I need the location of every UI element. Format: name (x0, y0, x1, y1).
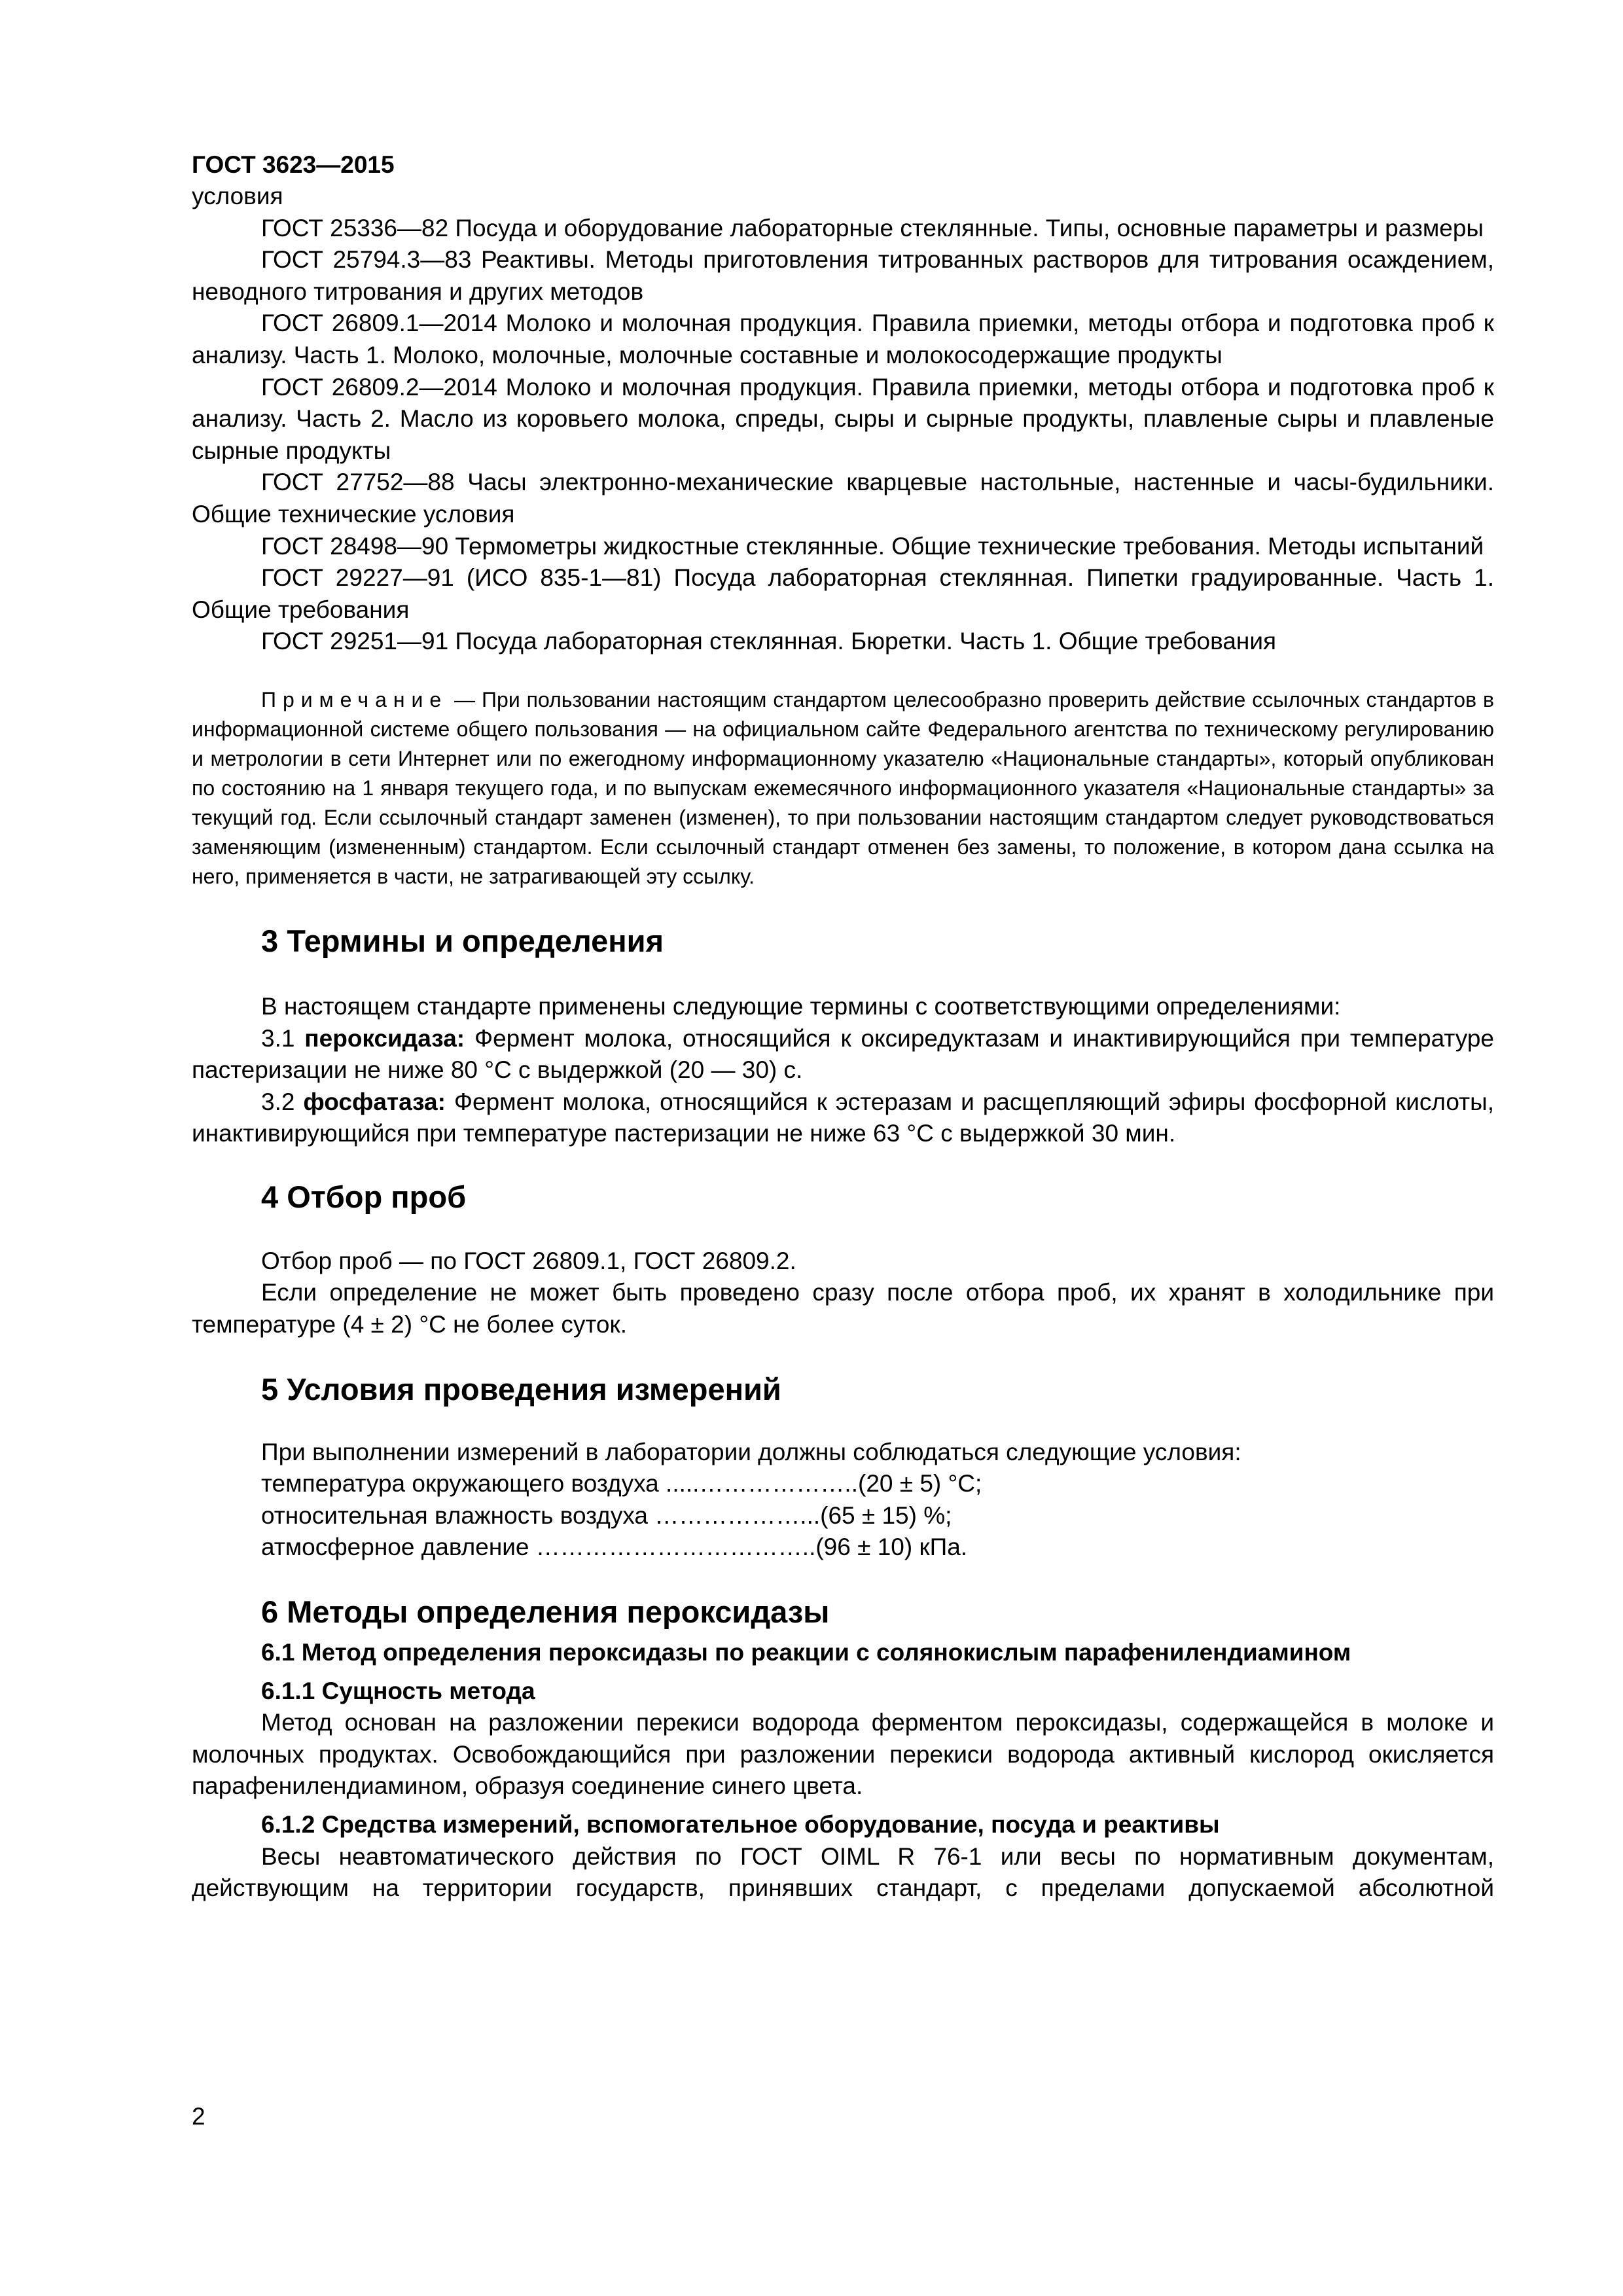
page-number: 2 (192, 2103, 205, 2130)
sampling-paragraph: Отбор проб — по ГОСТ 26809.1, ГОСТ 26809.2. (261, 1247, 796, 1274)
condition-pressure: атмосферное давление ……………………………..(96 ± 10) кПа. (261, 1534, 968, 1561)
normative-references (192, 181, 1494, 658)
term-phosphatase (192, 1086, 1494, 1150)
reference-item: ГОСТ 26809.2—2014 Молоко и молочная продукция. Правила приемки, методы отбора и подготовка проб к анализу. Часть 2. Масло из коровьего молока, спреды, сыры и сырные продукты, плавленые сыры и плавленые сырные продукты (192, 373, 1494, 464)
reference-continuation: условия (192, 183, 283, 209)
equipment-paragraph: Весы неавтоматического действия по ГОСТ OIML R 76-1 или весы по нормативным документам, действующим на территории государств, принявших стандарт, с пределами допускаемой абсолютной (192, 1842, 1494, 1902)
conditions-intro: При выполнении измерений в лаборатории должны соблюдаться следующие условия: (261, 1438, 1241, 1465)
subsection-6-1-1-heading: 6.1.1 Сущность метода (261, 1677, 535, 1704)
term-definition: Фермент молока, относящийся к эстеразам и расщепляющий эфиры фосфорной кислоты, инактивирующийся при температуре пастеризации не ниже 63 °С с выдержкой 30 мин. (192, 1088, 1494, 1147)
section-3-heading: 3 Термины и определения (261, 923, 664, 958)
subsection-6-1-heading: 6.1 Метод определения пероксидазы по реакции с солянокислым парафенилендиамином (261, 1639, 1351, 1666)
reference-item: ГОСТ 26809.1—2014 Молоко и молочная продукция. Правила приемки, методы отбора и подготовка проб к анализу. Часть 1. Молоко, молочные, молочные составные и молокосодержащие продукты (192, 310, 1494, 368)
term-number: 3.1 (261, 1024, 305, 1052)
note-text: — При пользовании настоящим стандартом целесообразно проверить действие ссылочных стандартов в информационной системе общего пользования — на официальном сайте Федерального агентства по техническому регулированию и метрологии в сети Интернет или по ежегодному информационному указателю «Национальные стандарты», который опубликован по состоянию на 1 января текущего года, и по выпускам ежемесячного информационного указателя «Национальные стандарты» за текущий год. Если ссылочный стандарт заменен (изменен), то при пользовании настоящим стандартом следует руководствоваться заменяющим (измененным) стандартом. Если ссылочный стандарт отменен без замены, то положение, в котором дана ссылка на него, применяется в части, не затрагивающей эту ссылку. (192, 687, 1494, 888)
section-5-heading: 5 Условия проведения измерений (261, 1371, 781, 1407)
term-name: пероксидаза: (304, 1024, 465, 1052)
storage-paragraph: Если определение не может быть проведено сразу после отбора проб, их хранят в холодильнике при температуре (4 ± 2) °С не более суток. (192, 1279, 1494, 1338)
condition-temperature: температура окружающего воздуха .....………………..(20 ± 5) °С; (261, 1470, 982, 1498)
condition-humidity: относительная влажность воздуха ………………...(65 ± 15) %; (261, 1501, 952, 1529)
reference-item: ГОСТ 27752—88 Часы электронно-механические кварцевые настольные, настенные и часы-будильники. Общие технические условия (192, 469, 1494, 528)
document-header: ГОСТ 3623—2015 (192, 151, 395, 178)
section-6-heading: 6 Методы определения пероксидазы (261, 1594, 830, 1630)
term-definition: Фермент молока, относящийся к оксиредуктазам и инактивирующийся при температуре пастеризации не ниже 80 °С с выдержкой (20 — 30) с. (192, 1024, 1494, 1084)
reference-item: ГОСТ 25794.3—83 Реактивы. Методы приготовления титрованных растворов для титрования осаждением, неводного титрования и других методов (192, 246, 1494, 305)
section-4-heading: 4 Отбор проб (261, 1179, 467, 1214)
note-paragraph (192, 685, 1494, 891)
term-peroxidase (192, 1023, 1494, 1086)
reference-item: ГОСТ 29251—91 Посуда лабораторная стеклянная. Бюретки. Часть 1. Общие требования (261, 628, 1277, 655)
term-number: 3.2 (261, 1088, 304, 1115)
subsection-6-1-2-heading: 6.1.2 Средства измерений, вспомогательное оборудование, посуда и реактивы (261, 1811, 1220, 1838)
document-page (192, 149, 1494, 1905)
reference-item: ГОСТ 25336—82 Посуда и оборудование лабораторные стеклянные. Типы, основные параметры и размеры (261, 214, 1484, 242)
section-3-intro: В настоящем стандарте применены следующие термины с соответствующими определениями: (261, 992, 1341, 1020)
note-label: Примечание (261, 687, 448, 711)
term-name: фосфатаза: (303, 1088, 446, 1115)
reference-item: ГОСТ 29227—91 (ИСО 835-1—81) Посуда лабораторная стеклянная. Пипетки градуированные. Часть 1. Общие требования (192, 564, 1494, 623)
method-principle-paragraph: Метод основан на разложении перекиси водорода ферментом пероксидазы, содержащейся в молоке и молочных продуктах. Освобождающийся при разложении перекиси водорода активный кислород окисляется парафенилендиамином, образуя соединение синего цвета. (192, 1709, 1494, 1800)
reference-item: ГОСТ 28498—90 Термометры жидкостные стеклянные. Общие технические требования. Методы испытаний (261, 532, 1484, 560)
